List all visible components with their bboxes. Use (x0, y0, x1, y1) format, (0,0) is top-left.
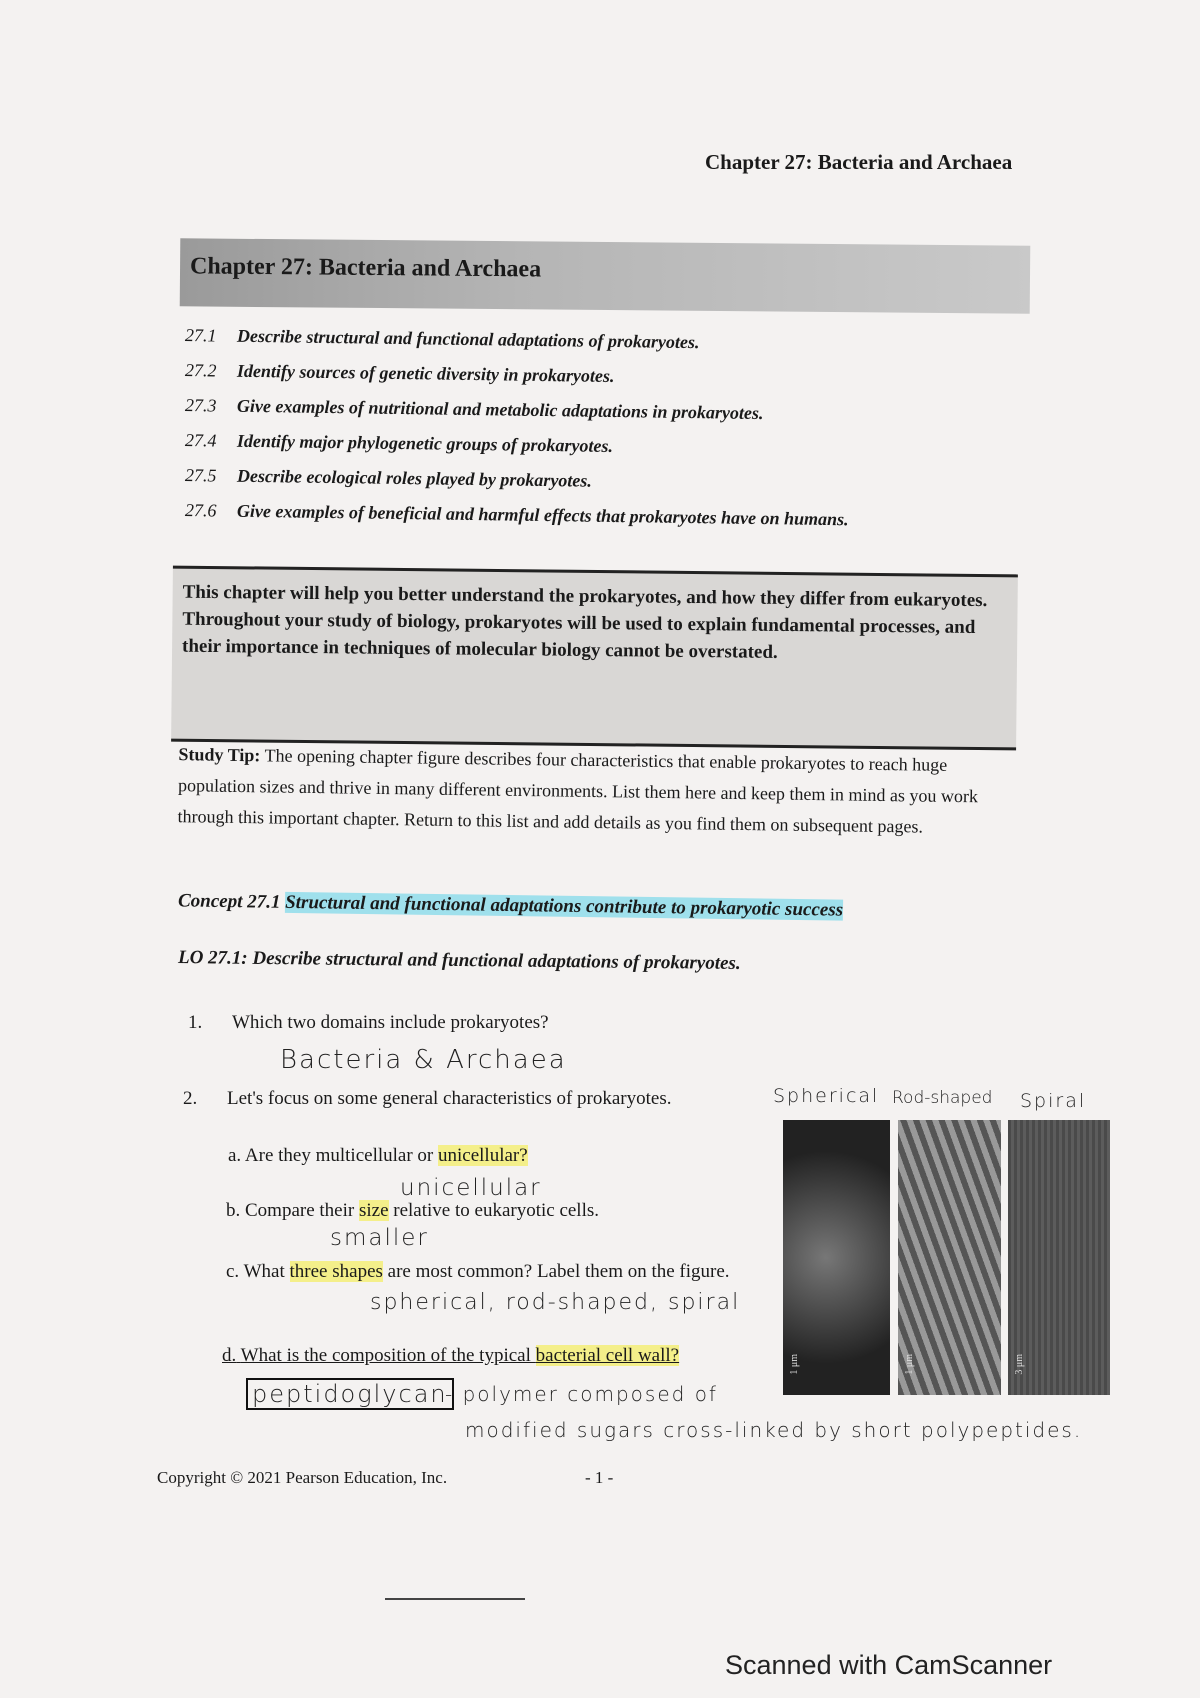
answer-2d-line1: - polymer composed of (445, 1382, 718, 1406)
camscanner-watermark: Scanned with CamScanner (725, 1650, 1053, 1680)
concept-heading: Concept 27.1 Structural and functional adaptations contribute to prokaryotic success (177, 890, 844, 921)
question-2: 2. Let's focus on some general characteristics of prokaryotes. (183, 1088, 672, 1109)
answer-2d-line2: modified sugars cross-linked by short polypeptides. (465, 1418, 1083, 1442)
objective: 27.6 Give examples of beneficial and harmful effects that prokaryotes have on humans. (184, 500, 849, 530)
objective: 27.5 Describe ecological roles played by prokaryotes. (184, 465, 593, 491)
copyright: Copyright © 2021 Pearson Education, Inc. (157, 1468, 448, 1487)
objective: 27.3 Give examples of nutritional and metabolic adaptations in prokaryotes. (184, 395, 764, 424)
intro-text: This chapter will help you better understand the prokaryotes, and how they differ from eukaryotes. Throughout your study of biology, prokaryotes will be used to explain fundamental processes, and their importance in techniques of molecular biology cannot be overstated. (181, 581, 988, 663)
question-2a: a. Are they multicellular or unicellular? (228, 1145, 528, 1166)
objective: 27.2 Identify sources of genetic diversity in prokaryotes. (184, 360, 615, 386)
lo-heading: LO 27.1: Describe structural and functional adaptations of prokaryotes. (177, 947, 741, 974)
question-2c: c. What three shapes are most common? Label them on the figure. (226, 1261, 730, 1282)
objective: 27.1 Describe structural and functional adaptations of prokaryotes. (184, 325, 700, 353)
answer-2d-box: peptidoglycan (246, 1378, 454, 1410)
spherical-bacteria-image: 1 μm (783, 1120, 890, 1395)
study-tip: Study Tip: The opening chapter figure describes four characteristics that enable prokaryotes to reach huge population sizes and thrive in many different environments. List them here and keep them in mind as you work through this important chapter. Return to this list and add details as you find them on subsequent pages. (177, 744, 979, 837)
divider (385, 1598, 525, 1600)
answer-2b: smaller (330, 1225, 429, 1251)
intro-box (171, 566, 1018, 751)
objective: 27.4 Identify major phylogenetic groups of prokaryotes. (184, 430, 614, 456)
question-1: 1. Which two domains include prokaryotes? (188, 1012, 549, 1033)
figure-label-spherical: Spherical (773, 1085, 880, 1107)
rod-bacteria-image: 1 μm (898, 1120, 1001, 1395)
answer-1: Bacteria & Archaea (280, 1045, 567, 1075)
answer-2a: unicellular (400, 1175, 542, 1201)
figure-label-rod: Rod-shaped (892, 1088, 993, 1108)
figure-label-spiral: Spiral (1020, 1090, 1087, 1112)
page-number: - 1 - (585, 1468, 614, 1487)
running-header: Chapter 27: Bacteria and Archaea (705, 150, 1013, 174)
chapter-title: Chapter 27: Bacteria and Archaea (189, 253, 542, 283)
spiral-bacteria-image: 3 μm (1008, 1120, 1110, 1395)
question-2b: b. Compare their size relative to eukaryotic cells. (226, 1200, 600, 1221)
answer-2c: spherical, rod-shaped, spiral (370, 1290, 741, 1315)
chapter-title-bar (180, 238, 1031, 313)
question-2d: d. What is the composition of the typical bacterial cell wall? (222, 1345, 680, 1366)
